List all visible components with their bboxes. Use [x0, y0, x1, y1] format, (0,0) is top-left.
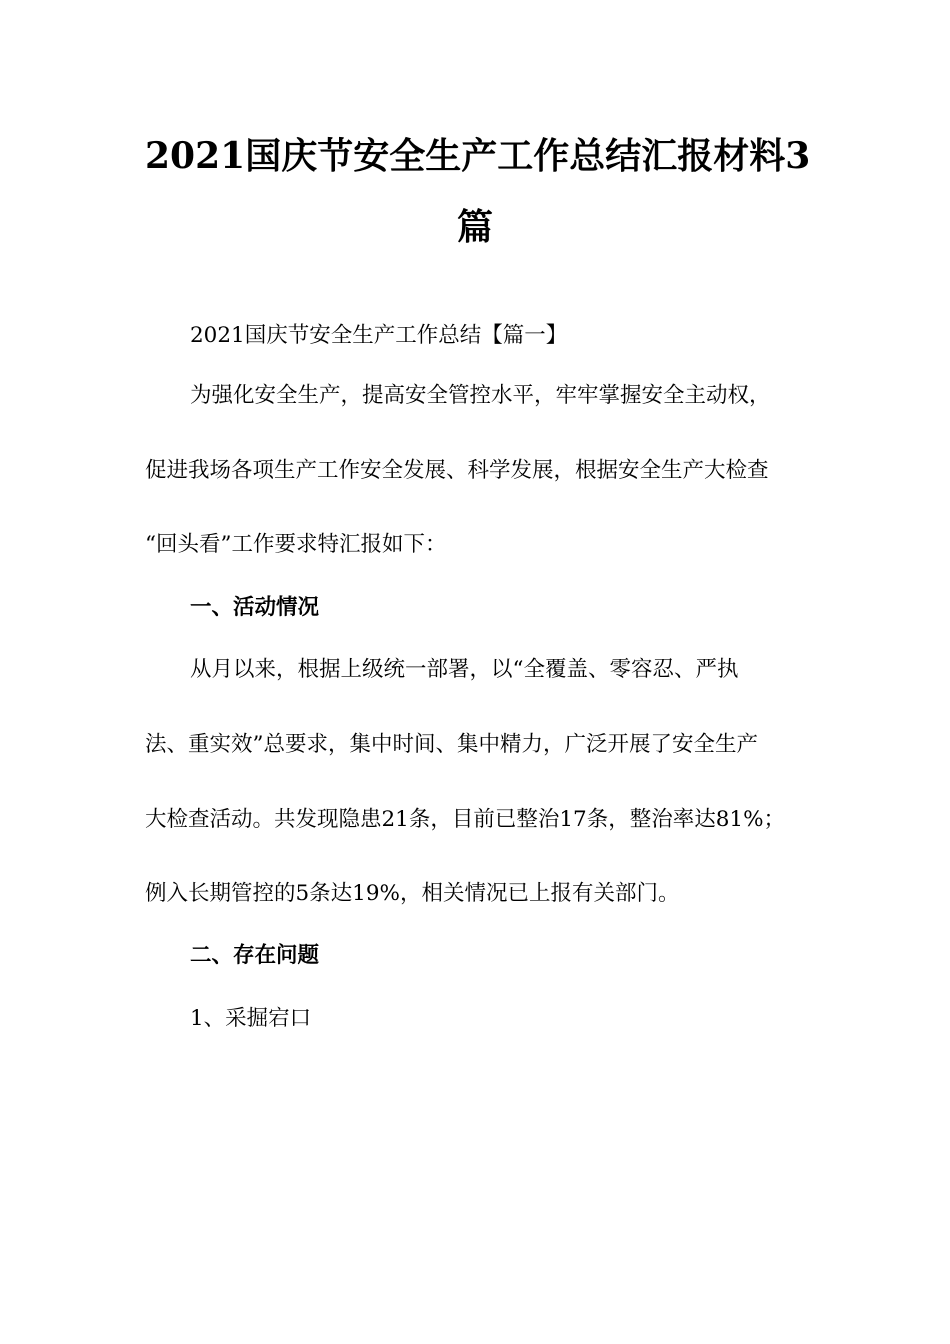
paragraph-1-line-1: 为强化安全生产，提高安全管控水平，牢牢掌握安全主动权， — [190, 383, 771, 408]
section-heading: 2021国庆节安全生产工作总结【篇一】 — [190, 323, 568, 348]
paragraph-2-line-4: 例入长期管控的5条达19%，相关情况已上报有关部门。 — [145, 881, 680, 906]
paragraph-1-line-3: “回头看”工作要求特汇报如下： — [145, 532, 447, 557]
list-item-1: 1、采掘宕口 — [190, 1006, 312, 1031]
document-title-line-1: 2021国庆节安全生产工作总结汇报材料3 — [145, 135, 811, 177]
heading-activity-status: 一、活动情况 — [190, 595, 320, 620]
heading-existing-problems: 二、存在问题 — [190, 943, 320, 968]
paragraph-2-line-3: 大检查活动。共发现隐患21条，目前已整治17条，整治率达81%； — [145, 807, 786, 832]
paragraph-2-line-1: 从月以来，根据上级统一部署，以“全覆盖、零容忍、严执 — [190, 657, 739, 682]
paragraph-1-line-2: 促进我场各项生产工作安全发展、科学发展，根据安全生产大检查 — [145, 458, 769, 483]
paragraph-2-line-2: 法、重实效”总要求，集中时间、集中精力，广泛开展了安全生产 — [145, 732, 758, 757]
document-title-line-2: 篇 — [456, 206, 493, 248]
